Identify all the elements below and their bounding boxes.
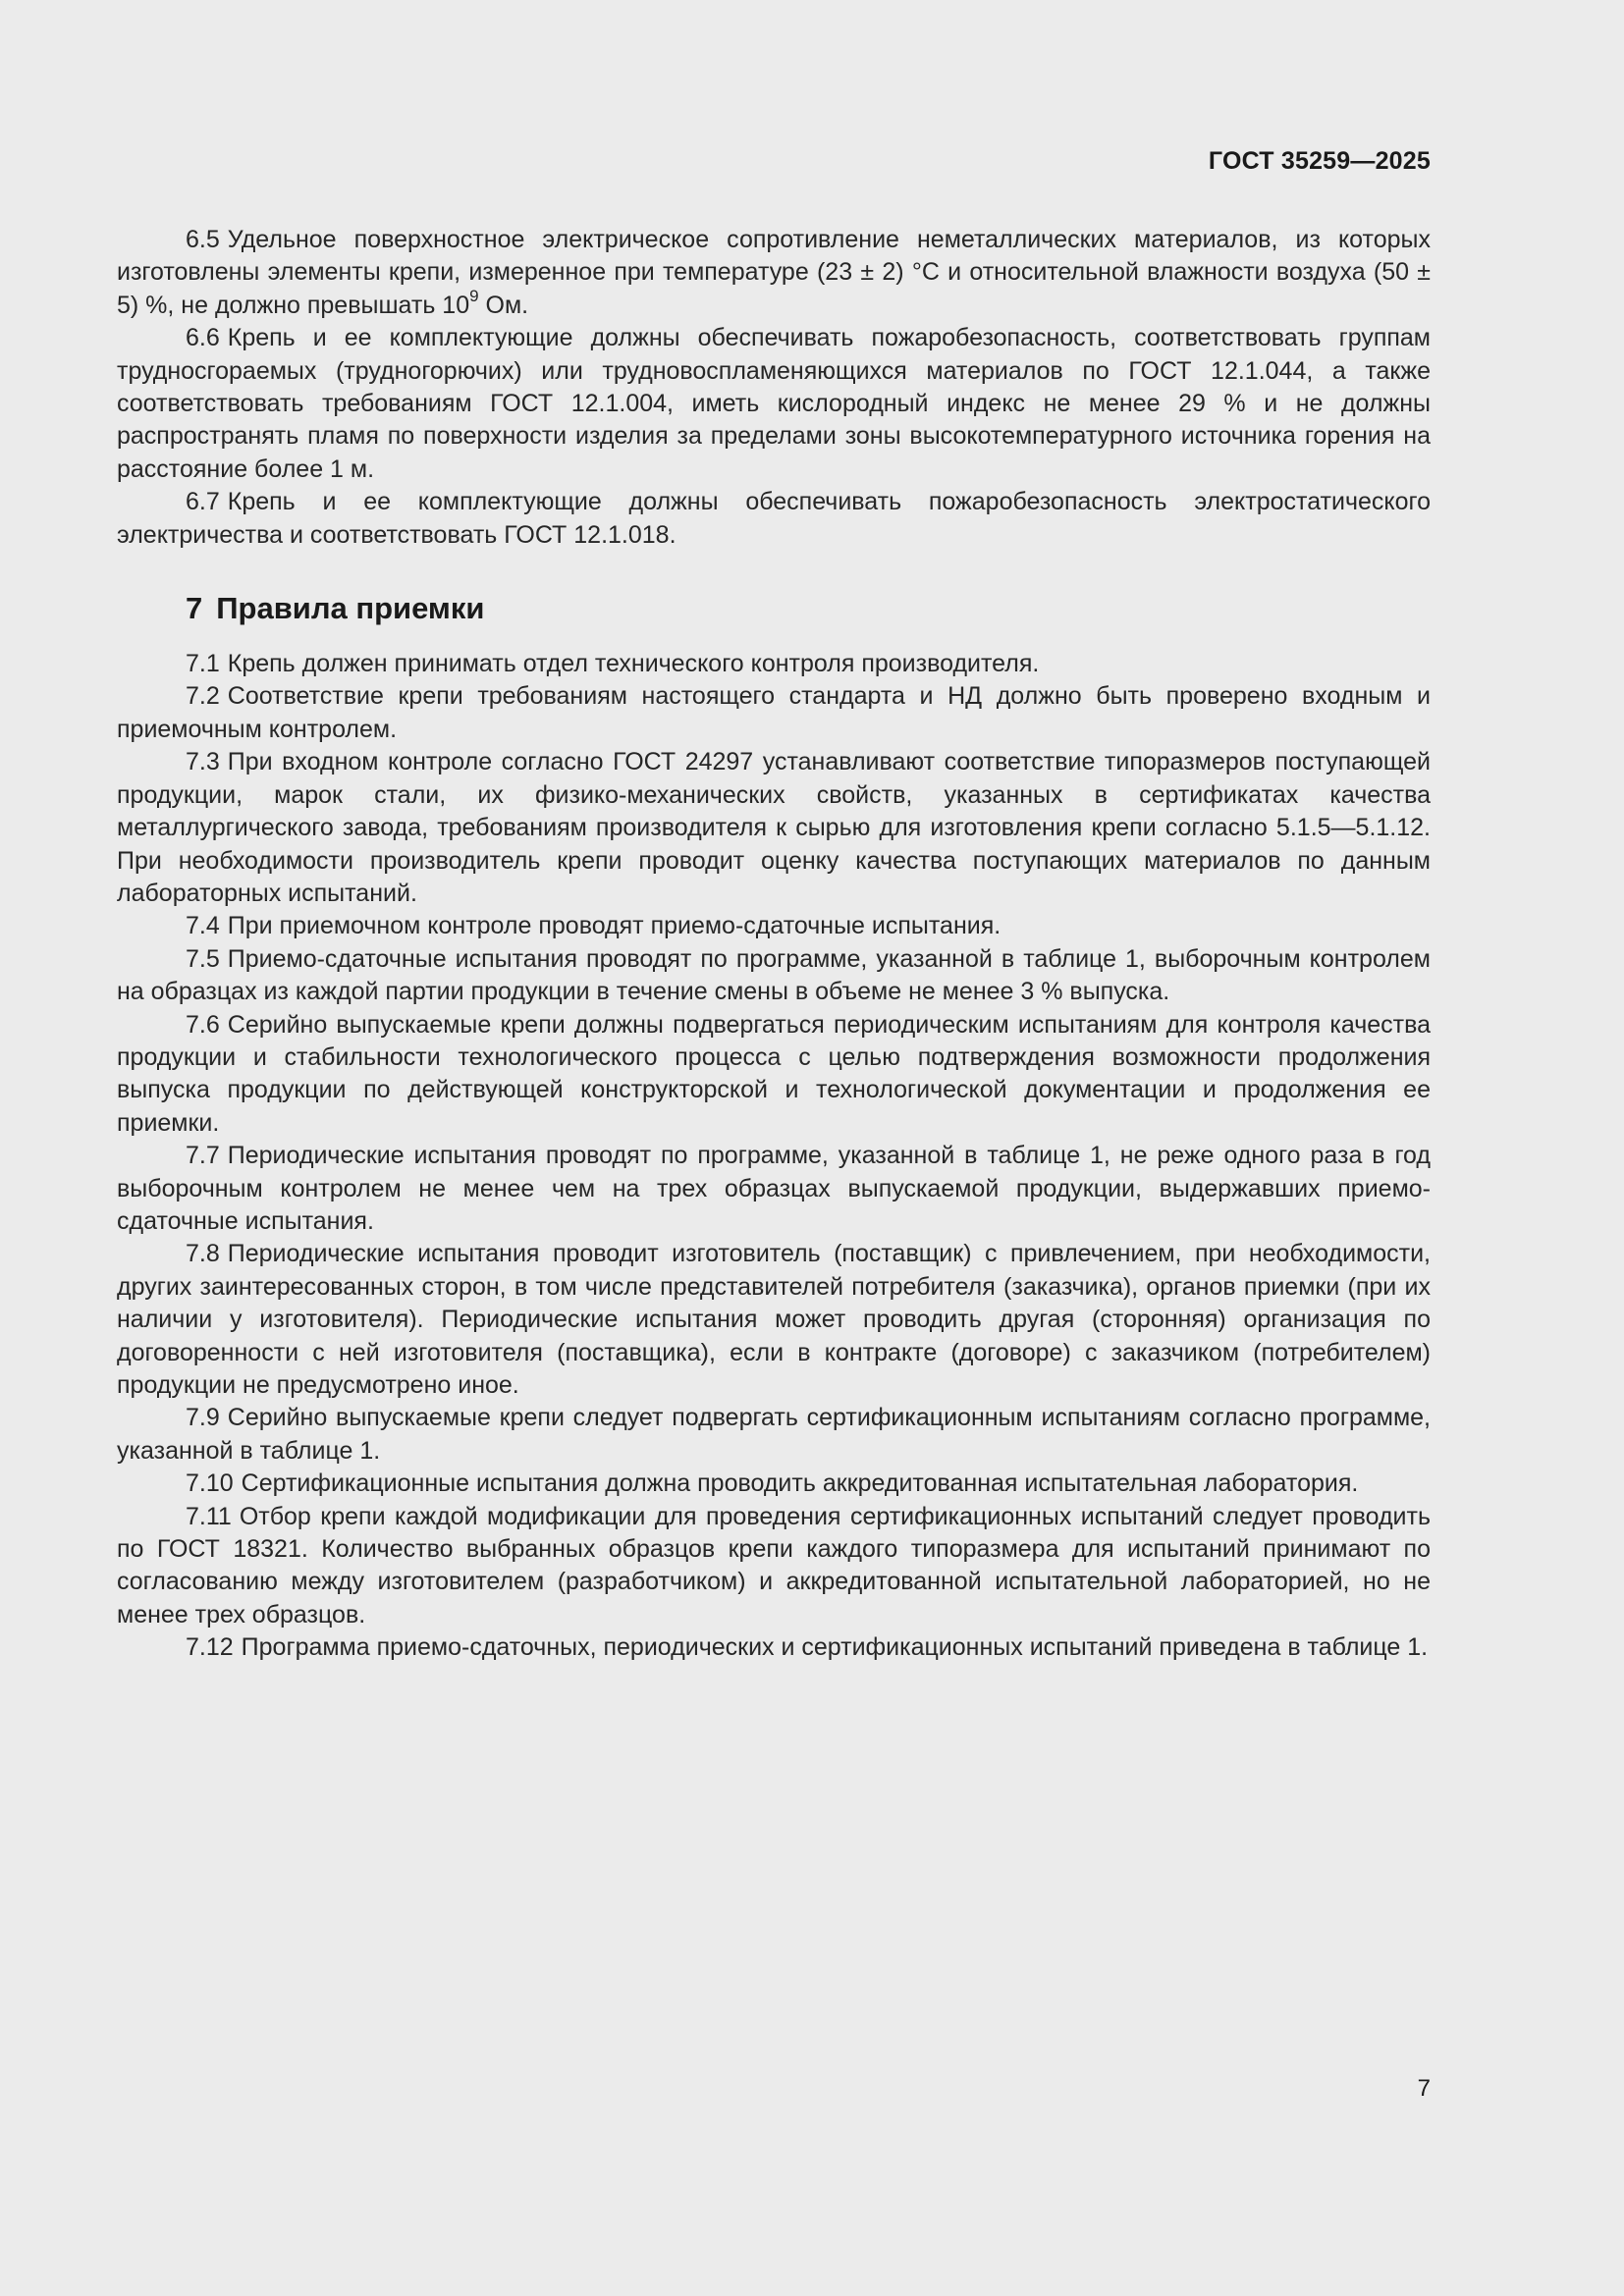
paragraph-text: Приемо-сдаточные испытания проводят по программе, указанной в таблице 1, выборочным контролем на образцах из каждой партии продукции в течение смены в объеме не менее 3 % выпуска. <box>117 944 1431 1006</box>
paragraph-number: 7.1 <box>186 650 220 678</box>
paragraph-7-12 <box>117 1631 1431 1664</box>
paragraph-number: 7.11 <box>186 1502 232 1530</box>
paragraph-text: При входном контроле согласно ГОСТ 24297 устанавливают соответствие типоразмеров поступающей продукции, марок стали, их физико-механических свойств, указанных в сертификатах качества металлургического завода, требованиям производителя к сырью для изготовления крепи согласно 5.1.5—5.1.12. При необходимости производитель крепи проводит оценку качества поступающих материалов по данным лабораторных испытаний. <box>117 748 1431 907</box>
paragraph-6-7 <box>117 486 1431 552</box>
paragraph-7-11 <box>117 1501 1431 1632</box>
paragraph-number: 6.5 <box>186 226 220 253</box>
paragraph-number: 7.8 <box>186 1240 220 1268</box>
document-body <box>117 224 1431 1665</box>
paragraph-7-5 <box>117 943 1431 1009</box>
paragraph-number: 7.10 <box>186 1469 234 1498</box>
paragraph-number: 7.6 <box>186 1010 220 1039</box>
paragraph-7-1 <box>117 648 1431 680</box>
paragraph-text: Периодические испытания проводят по программе, указанной в таблице 1, не реже одного раза в год выборочным контролем не менее чем на трех образцах выпускаемой продукции, выдержавших приемо-сдаточные испытания. <box>117 1142 1431 1235</box>
paragraph-text: Крепь и ее комплектующие должны обеспечивать пожаробезопасность, соответствовать группам трудносгораемых (трудногорючих) или трудновоспламеняющихся материалов по ГОСТ 12.1.044, а также соответствовать требованиям ГОСТ 12.1.004, иметь кислородный индекс не менее 29 % и не должны распространять пламя по поверхности изделия за пределами зоны высокотемпературного источника горения на расстояние более 1 м. <box>117 324 1431 483</box>
paragraph-7-3 <box>117 746 1431 910</box>
paragraph-text: Программа приемо-сдаточных, периодических и сертификационных испытаний приведена в таблице 1. <box>241 1633 1429 1662</box>
paragraph-number: 7.12 <box>186 1633 234 1662</box>
paragraph-text: Удельное поверхностное электрическое сопротивление неметаллических материалов, из которых изготовлены элементы крепи, измеренное при температуре (23 ± 2) °С и относительной влажности воздуха (50 ± 5) %, не должно превышать 10 <box>117 226 1431 319</box>
paragraph-text: Серийно выпускаемые крепи должны подвергаться периодическим испытаниям для контроля качества продукции и стабильности технологического процесса с целью подтверждения возможности продолжения выпуска продукции по действующей конструкторской и технологической документации и продолжения ее приемки. <box>117 1010 1431 1137</box>
paragraph-text-end: Ом. <box>478 291 529 319</box>
paragraph-text: При приемочном контроле проводят приемо-сдаточные испытания. <box>227 912 1001 940</box>
paragraph-text: Соответствие крепи требованиям настоящего стандарта и НД должно быть проверено входным и приемочным контролем. <box>117 682 1431 743</box>
paragraph-number: 6.7 <box>186 488 220 516</box>
paragraph-7-10 <box>117 1468 1431 1500</box>
paragraph-text: Отбор крепи каждой модификации для проведения сертификационных испытаний следует проводить по ГОСТ 18321. Количество выбранных образцов крепи каждого типоразмера для испытаний принимают по согласованию между изготовителем (разработчиком) и аккредитованной испытательной лабораторией, но не менее трех образцов. <box>117 1502 1431 1629</box>
paragraph-number: 6.6 <box>186 324 220 352</box>
paragraph-7-8 <box>117 1238 1431 1402</box>
document-header-id: ГОСТ 35259—2025 <box>1208 147 1431 175</box>
paragraph-number: 7.9 <box>186 1404 220 1432</box>
paragraph-7-2 <box>117 680 1431 746</box>
paragraph-number: 7.4 <box>186 912 220 940</box>
paragraph-7-4 <box>117 910 1431 942</box>
paragraph-number: 7.7 <box>186 1142 220 1170</box>
paragraph-text: Крепь должен принимать отдел технического контроля производителя. <box>227 650 1040 678</box>
paragraph-text: Периодические испытания проводит изготовитель (поставщик) с привлечением, при необходимости, других заинтересованных сторон, в том числе представителей потребителя (заказчика), органов приемки (при их наличии у изготовителя). Периодические испытания может проводить другая (сторонняя) организация по договоренности с ней изготовителя (поставщика), если в контракте (договоре) с заказчиком (потребителем) продукции не предусмотрено иное. <box>117 1240 1431 1399</box>
paragraph-7-7 <box>117 1140 1431 1238</box>
page-number: 7 <box>1417 2075 1431 2102</box>
paragraph-number: 7.2 <box>186 682 220 711</box>
paragraph-text: Сертификационные испытания должна проводить аккредитованная испытательная лаборатория. <box>241 1469 1359 1498</box>
paragraph-number: 7.3 <box>186 748 220 776</box>
section-heading <box>117 589 1431 628</box>
paragraph-7-6 <box>117 1009 1431 1141</box>
section-title: Правила приемки <box>216 591 485 626</box>
paragraph-6-5 <box>117 224 1431 322</box>
exponent: 9 <box>469 287 479 306</box>
paragraph-6-6 <box>117 322 1431 486</box>
paragraph-7-9 <box>117 1402 1431 1468</box>
section-7-paragraphs <box>117 648 1431 1665</box>
paragraph-text: Крепь и ее комплектующие должны обеспечивать пожаробезопасность электростатического электричества и соответствовать ГОСТ 12.1.018. <box>117 488 1431 549</box>
paragraph-text: Серийно выпускаемые крепи следует подвергать сертификационным испытаниям согласно программе, указанной в таблице 1. <box>117 1404 1431 1465</box>
paragraph-number: 7.5 <box>186 944 220 973</box>
section-number: 7 <box>186 591 203 626</box>
